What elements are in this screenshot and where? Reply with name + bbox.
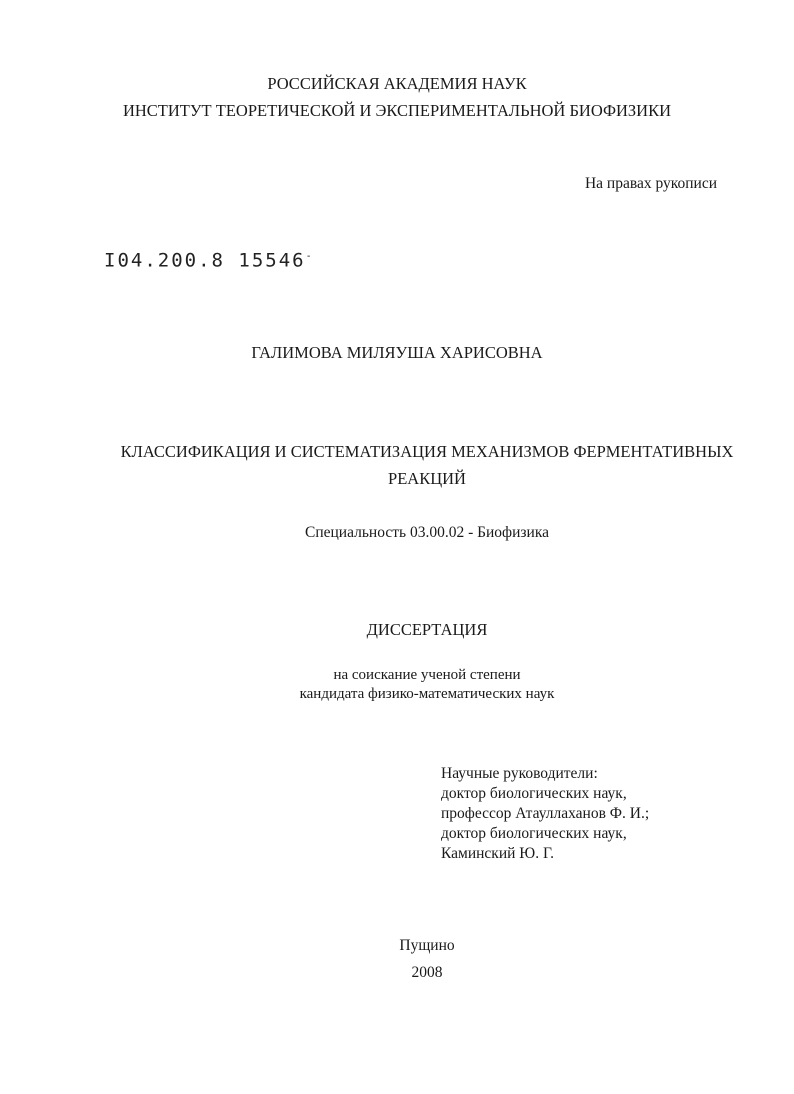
degree-line-2: кандидата физико-математических наук xyxy=(299,686,555,702)
specialty: Специальность 03.00.02 - Биофизика xyxy=(305,524,549,541)
organization-name: РОССИЙСКАЯ АКАДЕМИЯ НАУК xyxy=(267,74,527,93)
dissertation-title-line-1: КЛАССИФИКАЦИЯ И СИСТЕМАТИЗАЦИЯ МЕХАНИЗМОВ ФЕРМЕНТАТИВНЫХ xyxy=(120,442,734,461)
document-type: ДИССЕРТАЦИЯ xyxy=(366,620,488,639)
dissertation-title-line-2: РЕАКЦИЙ xyxy=(388,469,466,488)
shelf-code-mark: - xyxy=(305,251,312,262)
city: Пущино xyxy=(399,937,455,954)
shelf-code-text: І04.200.8 15546 xyxy=(104,249,306,272)
supervisor-line: доктор биологических наук, xyxy=(441,825,627,842)
supervisors-heading: Научные руководители: xyxy=(441,765,598,782)
supervisor-line: Каминский Ю. Г. xyxy=(441,845,555,862)
author-name: ГАЛИМОВА МИЛЯУША ХАРИСОВНА xyxy=(251,343,543,362)
institute-name: ИНСТИТУТ ТЕОРЕТИЧЕСКОЙ И ЭКСПЕРИМЕНТАЛЬНОЙ БИОФИЗИКИ xyxy=(122,101,672,120)
supervisors-block xyxy=(441,764,649,864)
supervisor-line: доктор биологических наук, xyxy=(441,785,627,802)
year: 2008 xyxy=(411,964,443,981)
rights-note: На правах рукописи xyxy=(584,175,717,192)
shelf-code-stamp xyxy=(104,245,312,272)
supervisor-line: профессор Атауллаханов Ф. И.; xyxy=(441,805,650,822)
degree-line-1: на соискание ученой степени xyxy=(333,667,521,683)
